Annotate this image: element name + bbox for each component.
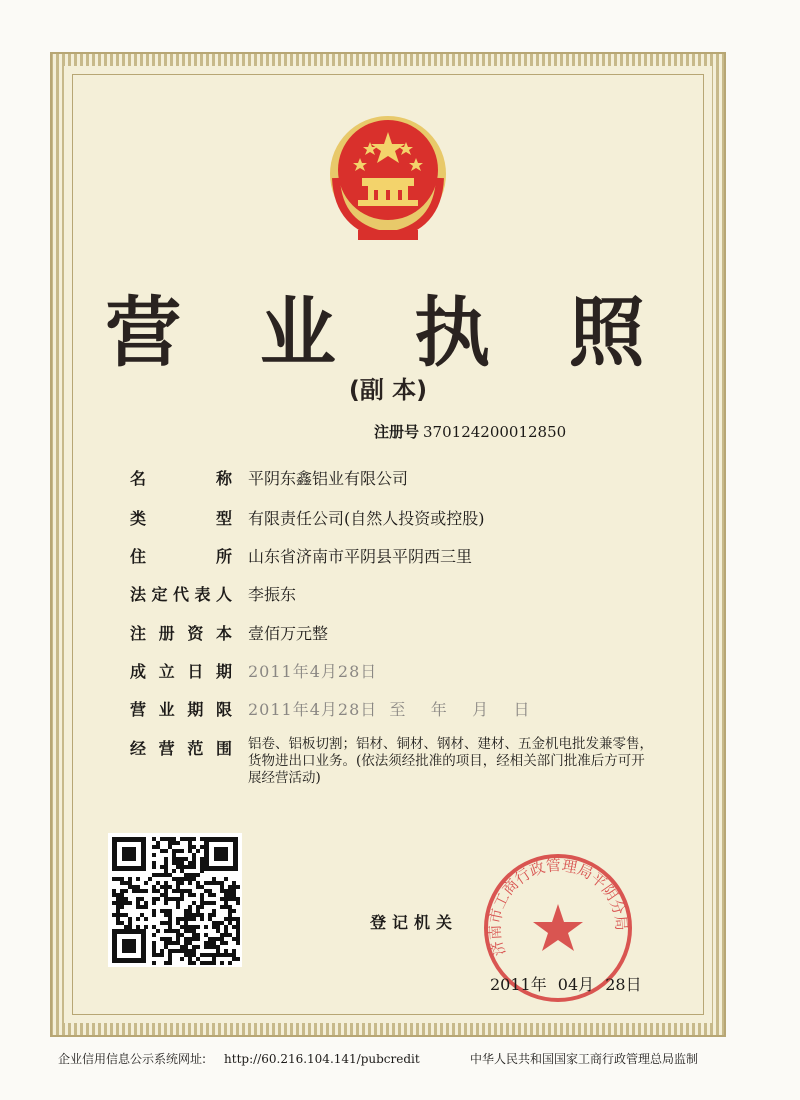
field-label: 注册资本 xyxy=(130,624,232,643)
field-value: 李振东 xyxy=(248,585,297,604)
field-value: 铝卷、铝板切割；铝材、铜材、钢材、建材、五金机电批发兼零售，货物进出口业务。(依法须经批准的项目，经相关部门批准后方可开展经营活动) xyxy=(248,736,653,786)
field-label: 住所 xyxy=(130,547,232,566)
registration-authority-label: 登记机关 xyxy=(370,913,459,932)
field-value: 2011年4月28日 xyxy=(248,662,378,681)
footer-supervisor: 中华人民共和国国家工商行政管理总局监制 xyxy=(470,1052,699,1066)
registration-value: 370124200012850 xyxy=(423,423,567,441)
registration-number xyxy=(374,421,566,442)
svg-text:济南市工商行政管理局平阴分局: 济南市工商行政管理局平阴分局 xyxy=(485,856,631,959)
field-value: 壹佰万元整 xyxy=(248,624,329,643)
field-value: 有限责任公司(自然人投资或控股) xyxy=(248,509,485,528)
qr-code-icon xyxy=(108,833,242,967)
field-value: 2011年4月28日 至 年 月 日 xyxy=(248,700,531,719)
footer-website xyxy=(58,1050,420,1067)
field-label: 成立日期 xyxy=(130,662,232,681)
field-value: 山东省济南市平阴县平阴西三里 xyxy=(248,547,473,566)
footer-url[interactable]: http://60.216.104.141/pubcredit xyxy=(224,1052,420,1066)
field-value: 平阴东鑫铝业有限公司 xyxy=(248,469,409,488)
field-label: 名称 xyxy=(130,469,232,488)
field-label: 法定代表人 xyxy=(130,585,232,604)
issue-date: 2011年 04月 28日 xyxy=(490,975,642,994)
field-label: 类型 xyxy=(130,509,232,528)
field-label: 营业期限 xyxy=(130,700,232,719)
document-title: 营 业 执 照 xyxy=(105,288,671,377)
field-label: 经营范围 xyxy=(130,739,232,758)
national-emblem-icon xyxy=(318,108,458,248)
footer-label: 企业信用信息公示系统网址: xyxy=(58,1052,207,1066)
registration-label: 注册号 xyxy=(374,423,420,441)
document-subtitle: (副 本) xyxy=(348,376,428,404)
